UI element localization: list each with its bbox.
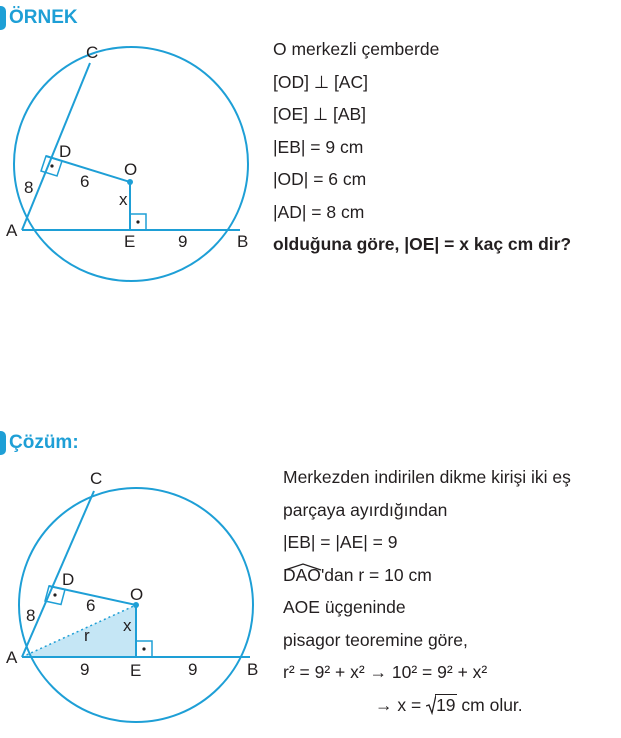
radius-result: 'dan r = 10 cm [320, 564, 432, 585]
solution-line: r² = 9² + x² → 10² = 9² + x² [283, 662, 488, 682]
label-b: B [247, 660, 259, 679]
length-oe: x [123, 616, 132, 635]
statement-line: |OD| = 6 cm [273, 169, 367, 189]
solution-steps [283, 461, 571, 721]
solution-line [283, 559, 571, 592]
label-d: D [59, 142, 72, 161]
solution-line: pisagor teoremine göre, [283, 629, 468, 650]
solution-line: AOE üçgeninde [283, 597, 406, 617]
statement-line: |EB| = 9 cm [273, 136, 364, 157]
statement-line: O merkezli çemberde [273, 39, 440, 59]
label-c: C [90, 469, 103, 488]
solution-heading [0, 431, 79, 455]
solution-line [283, 689, 571, 722]
label-a: A [6, 648, 18, 667]
label-o: O [124, 160, 138, 179]
chord-ac [22, 63, 90, 230]
statement-line: [OE] ⊥ [AB] [273, 104, 367, 124]
radical-icon [426, 695, 436, 715]
length-oe: x [119, 190, 128, 209]
example-statements [273, 33, 571, 261]
label-e: E [130, 661, 142, 680]
solution-line: parçaya ayırdığından [283, 499, 448, 520]
heading-tab-marker [0, 431, 6, 455]
question-line: olduğuna göre, |OE| = x kaç cm dir? [273, 234, 572, 254]
result-suffix: cm olur. [456, 694, 523, 715]
example-heading-label: ÖRNEK [9, 7, 78, 28]
label-c: C [86, 43, 99, 62]
label-a: A [6, 221, 18, 240]
right-angle-dot-d [53, 593, 56, 596]
angle-hat-icon [283, 563, 323, 571]
solution-line: |EB| = |AE| = 9 [283, 532, 398, 552]
angle-name: DAO [283, 564, 321, 585]
label-e: E [124, 232, 136, 251]
solution-heading-label: Çözüm: [9, 432, 79, 453]
result-prefix: → x = [375, 694, 427, 715]
example-figure [0, 0, 280, 310]
length-eb: 9 [178, 232, 188, 251]
length-ao: r [84, 626, 90, 645]
radicand: 19 [436, 694, 456, 715]
center-point [127, 179, 133, 185]
length-ad: 8 [24, 178, 34, 197]
right-angle-dot-e [136, 220, 139, 223]
length-ad: 8 [26, 606, 36, 625]
length-ae: 9 [80, 660, 90, 679]
statement-line: |AD| = 8 cm [273, 201, 365, 222]
right-angle-dot-e [142, 647, 145, 650]
solution-figure [0, 455, 280, 738]
label-o: O [130, 585, 144, 604]
label-b: B [237, 232, 249, 251]
statement-line: [OD] ⊥ [AC] [273, 71, 368, 92]
square-root [426, 689, 456, 722]
length-eb: 9 [188, 660, 198, 679]
label-d: D [62, 570, 75, 589]
right-angle-dot-d [50, 164, 53, 167]
length-od: 6 [80, 172, 90, 191]
angle-notation [283, 559, 321, 592]
solution-line: Merkezden indirilen dikme kirişi iki eş [283, 467, 571, 487]
length-od: 6 [86, 596, 96, 615]
